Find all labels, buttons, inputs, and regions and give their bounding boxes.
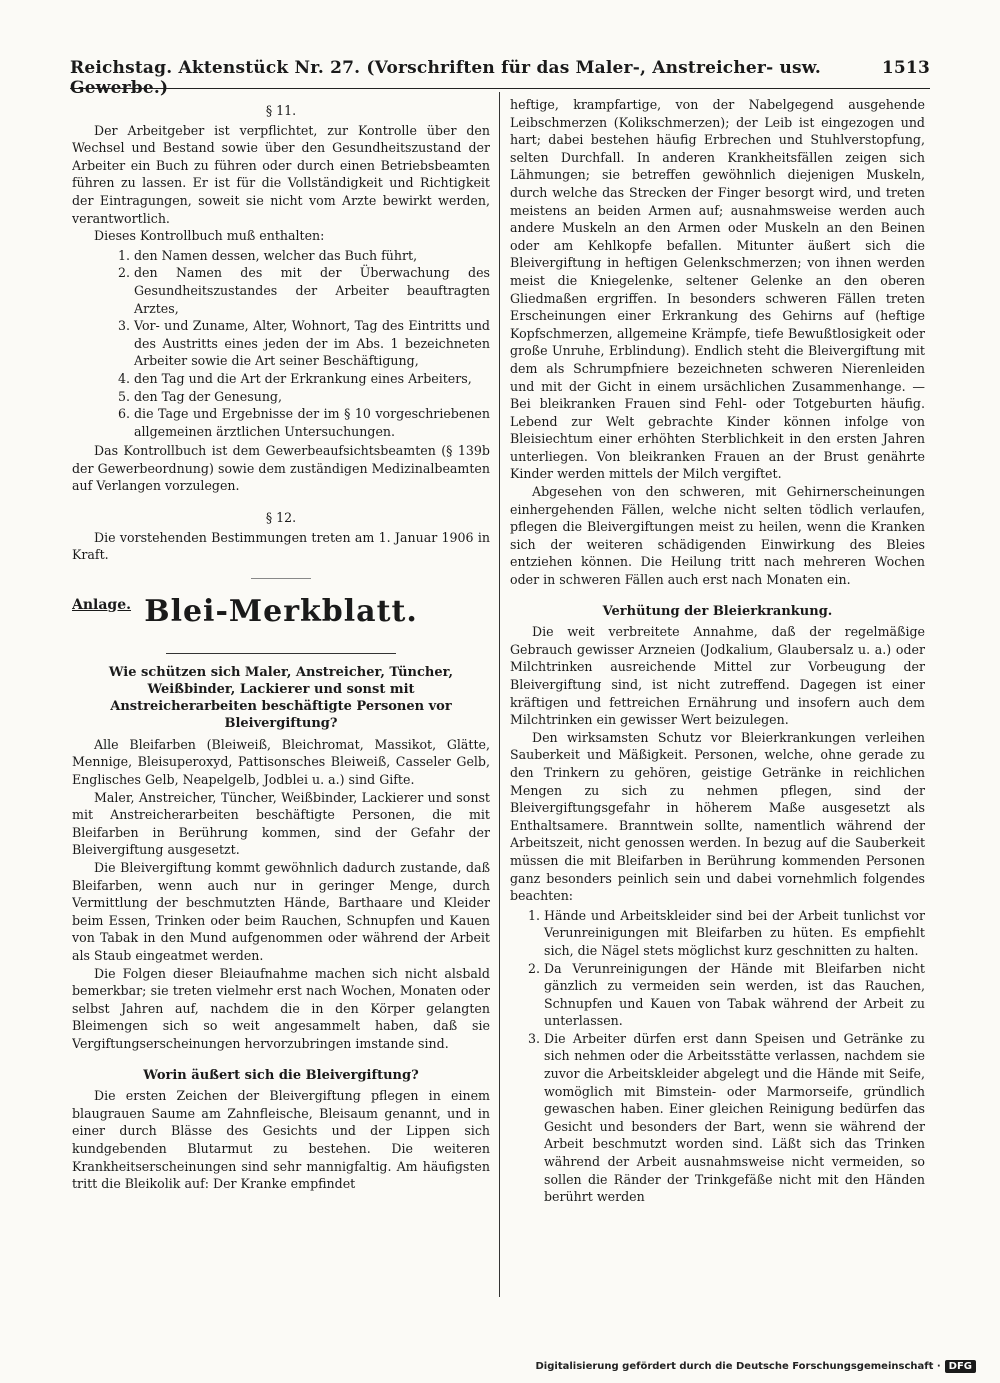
dfg-logo: DFG: [945, 1360, 976, 1373]
list-item: 3. Vor- und Zuname, Alter, Wohnort, Tag des Eintritts und des Austritts eines jeden der im Abs. 1 bezeichneten Arbeiter sowie die Art seiner Beschäftigung,: [134, 317, 490, 370]
list-item: 1. Hände und Arbeitskleider sind bei der Arbeit tunlichst vor Verunreinigungen mit Bleifarben zu hüten. Es empfiehlt sich, die Nägel stets möglichst kurz geschnitten zu halten.: [544, 907, 925, 960]
right-column: [510, 96, 925, 1303]
separator: [251, 578, 311, 579]
question-paragraph-2: Maler, Anstreicher, Tüncher, Weißbinder, Lackierer und sonst mit Anstreicherarbeiten beschäftigte Personen, die mit Bleifarben in Berührung kommen, sind der Gefahr der Bleivergiftung ausgesetzt.: [72, 789, 490, 858]
hygiene-rules-list: [510, 907, 925, 1206]
section-11-paragraph-3: Das Kontrollbuch ist dem Gewerbeaufsichtsbeamten (§ 139b der Gewerbeordnung) sowie dem zuständigen Medizinalbeamten auf Verlangen vorzulegen.: [72, 443, 490, 494]
list-item: 1. den Namen dessen, welcher das Buch führt,: [134, 247, 490, 265]
list-item: 5. den Tag der Genesung,: [134, 388, 490, 406]
question-heading: Wie schützen sich Maler, Anstreicher, Tüncher, Weißbinder, Lackierer und sonst mit Anstreicherarbeiten beschäftigte Personen vor Bleivergiftung?: [108, 664, 454, 731]
right-paragraph-1: heftige, krampfartige, von der Nabelgegend ausgehende Leibschmerzen (Kolikschmerzen); der Leib ist eingezogen und hart; dabei bestehen häufig Erbrechen und Stuhlverstopfung, selten Durchfall. In anderen Krankheitsfällen zeigen sich Lähmungen; sie betreffen gewöhnlich diejenigen Muskeln, durch welche das Strecken der Finger besorgt wird, und treten meistens an beiden Armen auf; ausnahmsweise werden auch andere Muskeln an den Armen oder Muskeln an den Beinen oder am Kehlkopfe befallen. Mitunter äußert sich die Bleivergiftung in heftigen Gelenkschmerzen; von ihnen werden meist die Kniegelenke, seltener Gelenke an den oberen Gliedmaßen ergriffen. In besonders schweren Fällen treten Erscheinungen einer Erkrankung des Gehirns auf (heftige Kopfschmerzen, allgemeine Krämpfe, tiefe Bewußtlosigkeit oder große Unruhe, Erblindung). Endlich steht die Bleivergiftung mit dem als Schrumpfniere bezeichneten schweren Nierenleiden und mit der Gicht in einem ursächlichen Zusammenhange. — Bei bleikranken Frauen sind Fehl- oder Totgeburten häufig. Lebend zur Welt gebrachte Kinder können infolge von Bleisiechtum einer erhöhten Sterblichkeit in den ersten Jahren unterliegen. Von bleikranken Frauen an der Brust genährte Kinder werden mittels der Milch vergiftet.: [510, 97, 925, 482]
merkblatt-title-row: [72, 595, 490, 651]
symptoms-paragraph: Die ersten Zeichen der Bleivergiftung pflegen in einem blaugrauen Saume am Zahnfleische, Bleisaum genannt, und in einer durch Blässe des Gesichts und der Lippen sich kundgebenden Blutarmut zu bestehen. Die weiteren Krankheitserscheinungen sind sehr mannigfaltig. Am häufigsten tritt die Bleikolik auf: Der Kranke empfindet: [72, 1088, 490, 1192]
list-item: 4. den Tag und die Art der Erkrankung eines Arbeiters,: [134, 370, 490, 388]
control-book-list: [72, 247, 490, 441]
section-12-title: § 12.: [265, 510, 297, 526]
running-head: Reichstag. Aktenstück Nr. 27. (Vorschriften für das Maler-, Anstreicher- usw. Gewerbe.): [70, 58, 822, 98]
section-11-title: § 11.: [265, 103, 297, 118]
section-12-paragraph: Die vorstehenden Bestimmungen treten am 1. Januar 1906 in Kraft.: [72, 529, 490, 563]
right-paragraph-4: Den wirksamsten Schutz vor Bleierkrankungen verleihen Sauberkeit und Mäßigkeit. Personen, welche, ohne gerade zu den Trinkern zu gehören, geistige Getränke in reichlichen Mengen zu sich zu nehmen pflegen, sind der Bleivergiftungsgefahr in höherem Maße ausgesetzt als Enthaltsamere. Branntwein sollte, namentlich während der Arbeitszeit, nicht genossen werden. In bezug auf die Sauberkeit müssen die mit Bleifarben in Berührung kommenden Personen ganz besonders peinlich sein und dabei vornehmlich folgendes beachten:: [510, 729, 925, 904]
prevention-heading: Verhütung der Bleierkrankung.: [602, 603, 833, 619]
list-item: 2. Da Verunreinigungen der Hände mit Bleifarben nicht gänzlich zu vermeiden sein werden, ist das Rauchen, Schnupfen und Kauen von Tabak während der Arbeit zu unterlassen.: [544, 960, 925, 1030]
column-divider: [499, 92, 500, 1297]
page-number: 1513: [881, 58, 930, 78]
question-paragraph-3: Die Bleivergiftung kommt gewöhnlich dadurch zustande, daß Bleifarben, wenn auch nur in geringer Menge, durch Vermittlung der beschmutzten Hände, Barthaare und Kleider beim Essen, Trinken oder beim Rauchen, Schnupfen und Kauen von Tabak in den Mund aufgenommen oder während der Arbeit als Staub eingeatmet werden.: [72, 860, 490, 963]
list-item: 3. Die Arbeiter dürfen erst dann Speisen und Getränke zu sich nehmen oder die Arbeitsstätte verlassen, nachdem sie zuvor die Arbeitskleider abgelegt und die Hände mit Seife, womöglich mit Bimstein- oder Marmorseife, gründlich gewaschen haben. Einer gleichen Reinigung bedürfen das Gesicht und besonders der Bart, wenn sie während der Arbeit beschmutzt worden sind. Läßt sich das Trinken während der Arbeit ausnahmsweise nicht vermeiden, so sollen die Ränder der Trinkgefäße nicht mit den Händen berührt werden: [544, 1030, 925, 1206]
anlage-label: Anlage.: [72, 596, 132, 613]
question-paragraph-1: Alle Bleifarben (Bleiweiß, Bleichromat, Massikot, Glätte, Mennige, Bleisuperoxyd, Pattisonsches Bleiweiß, Casseler Gelb, Englisches Gelb, Neapelgelb, Jodblei u. a.) sind Gifte.: [72, 736, 490, 788]
page-header: [70, 58, 930, 98]
left-column: [72, 96, 490, 1303]
right-paragraph-2: Abgesehen von den schweren, mit Gehirnerscheinungen einhergehenden Fällen, welche nicht selten tödlich verlaufen, pflegen die Bleivergiftungen meist zu heilen, wenn die Kranken sich der weiteren schädigenden Einwirkung des Bleies entziehen können. Die Heilung tritt nach mehreren Wochen oder in schweren Fällen auch erst nach Monaten ein.: [510, 484, 925, 588]
right-paragraph-3: Die weit verbreitete Annahme, daß der regelmäßige Gebrauch gewisser Arzneien (Jodkalium, Glaubersalz u. a.) oder Milchtrinken ausreichende Mittel zur Vorbeugung der Bleivergiftung sind, ist nicht zutreffend. Dagegen ist einer kräftigen und fettreichen Ernährung und insofern auch dem Milchtrinken ein gewisser Wert beizulegen.: [510, 624, 925, 728]
section-11-paragraph-2: Dieses Kontrollbuch muß enthalten:: [94, 228, 325, 244]
question-paragraph-4: Die Folgen dieser Bleiaufnahme machen sich nicht alsbald bemerkbar; sie treten vielmehr erst nach Wochen, Monaten oder selbst Jahren auf, nachdem die in den Körper gelangten Bleimengen sich so weit angesammelt haben, daß sie Vergiftungserscheinungen hervorzubringen imstande sind.: [72, 965, 490, 1051]
footer-text: Digitalisierung gefördert durch die Deutsche Forschungsgemeinschaft ·: [535, 1361, 941, 1372]
digitization-footer: [536, 1360, 977, 1373]
symptoms-heading: Worin äußert sich die Bleivergiftung?: [143, 1067, 419, 1083]
section-11-paragraph-1: Der Arbeitgeber ist verpflichtet, zur Kontrolle über den Wechsel und Bestand sowie über den Gesundheitszustand der Arbeiter ein Buch zu führen oder durch einen Betriebsbeamten führen zu lassen. Er ist für die Vollständigkeit und Richtigkeit der Eintragungen, soweit sie nicht vom Arzte bewirkt werden, verantwortlich.: [72, 122, 490, 226]
list-item: 6. die Tage und Ergebnisse der im § 10 vorgeschriebenen allgemeinen ärztlichen Untersuchungen.: [134, 405, 490, 440]
merkblatt-title: Blei-Merkblatt.: [144, 593, 418, 629]
title-rule: [166, 653, 396, 654]
list-item: 2. den Namen des mit der Überwachung des Gesundheitszustandes der Arbeiter beauftragten Arztes,: [134, 264, 490, 317]
